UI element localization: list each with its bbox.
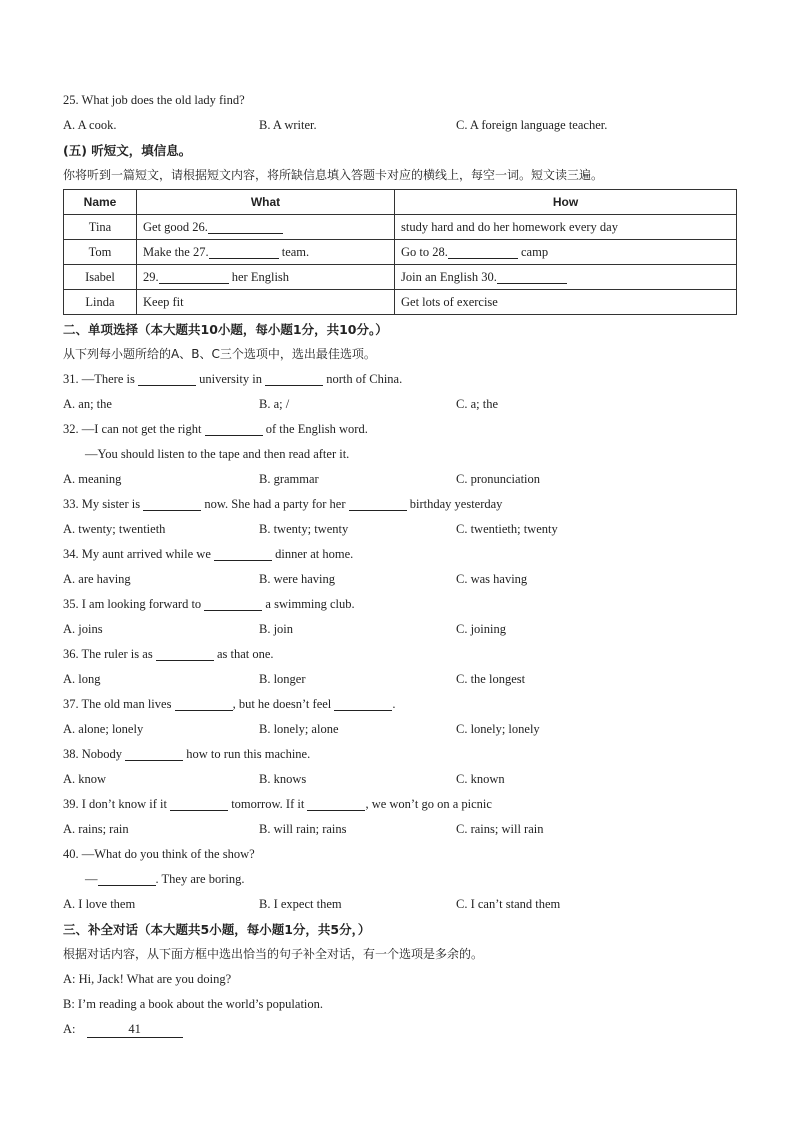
option-c[interactable]: C. I can’t stand them (456, 897, 561, 911)
option-a[interactable]: A. an; the (63, 397, 112, 411)
question-38-stem: 38. Nobody how to run this machine. (63, 747, 311, 761)
question-25-options (63, 113, 737, 138)
option-a[interactable]: A. A cook. (63, 118, 117, 132)
row-how: study hard and do her homework every day (395, 215, 737, 240)
section2-instruction: 从下列每小题所给的A、B、C三个选项中，选出最佳选项。 (63, 347, 376, 361)
blank-30[interactable] (497, 269, 567, 284)
question-40-options (63, 892, 737, 917)
option-c[interactable]: C. A foreign language teacher. (456, 118, 608, 132)
question-37-options (63, 717, 737, 742)
question-40-stem: 40. —What do you think of the show? (63, 847, 255, 861)
option-c[interactable]: C. lonely; lonely (456, 722, 540, 736)
question-32-reply: —You should listen to the tape and then read after it. (85, 447, 350, 461)
question-36-options (63, 667, 737, 692)
row-name: Isabel (64, 265, 137, 290)
blank[interactable] (349, 496, 407, 511)
row-how: Join an English 30. (395, 265, 737, 290)
option-b[interactable]: B. I expect them (259, 897, 342, 911)
option-a[interactable]: A. rains; rain (63, 822, 129, 836)
option-a[interactable]: A. joins (63, 622, 103, 636)
row-what: 29. her English (137, 265, 395, 290)
option-b[interactable]: B. a; / (259, 397, 290, 411)
option-c[interactable]: C. was having (456, 572, 528, 586)
blank[interactable] (138, 371, 196, 386)
question-36-stem: 36. The ruler is as as that one. (63, 647, 274, 661)
section3-heading: 三、补全对话（本大题共5小题，每小题1分，共5分，） (63, 922, 371, 937)
blank[interactable] (156, 646, 214, 661)
question-40-reply: — . They are boring. (85, 872, 245, 886)
question-32-stem: 32. —I can not get the right of the English word. (63, 422, 368, 436)
blank-41[interactable]: 41 (87, 1021, 183, 1038)
header-what: What (137, 190, 395, 215)
row-name: Linda (64, 290, 137, 315)
question-35-options (63, 617, 737, 642)
question-35-stem: 35. I am looking forward to a swimming club. (63, 597, 355, 611)
option-a[interactable]: A. I love them (63, 897, 136, 911)
question-31-options (63, 392, 737, 417)
blank-26[interactable] (208, 219, 283, 234)
question-38-options (63, 767, 737, 792)
row-what: Make the 27. team. (137, 240, 395, 265)
blank[interactable] (265, 371, 323, 386)
option-c[interactable]: C. a; the (456, 397, 499, 411)
header-how: How (395, 190, 737, 215)
blank[interactable] (204, 596, 262, 611)
option-b[interactable]: B. knows (259, 772, 307, 786)
dialogue-line: B: I’m reading a book about the world’s population. (63, 997, 324, 1011)
info-table (63, 189, 737, 315)
option-c[interactable]: C. pronunciation (456, 472, 541, 486)
blank[interactable] (205, 421, 263, 436)
row-name: Tina (64, 215, 137, 240)
question-33-stem: 33. My sister is now. She had a party for her birthday yesterday (63, 497, 503, 511)
row-name: Tom (64, 240, 137, 265)
question-33-options (63, 517, 737, 542)
question-34-options (63, 567, 737, 592)
blank[interactable] (98, 871, 156, 886)
table-row (64, 265, 737, 290)
blank[interactable] (170, 796, 228, 811)
header-name: Name (64, 190, 137, 215)
row-what: Keep fit (137, 290, 395, 315)
option-b[interactable]: B. will rain; rains (259, 822, 347, 836)
question-31-stem: 31. —There is university in north of China. (63, 372, 403, 386)
option-b[interactable]: B. were having (259, 572, 336, 586)
option-c[interactable]: C. rains; will rain (456, 822, 544, 836)
blank[interactable] (334, 696, 392, 711)
row-what: Get good 26. (137, 215, 395, 240)
row-how: Get lots of exercise (395, 290, 737, 315)
table-row (64, 240, 737, 265)
blank[interactable] (143, 496, 201, 511)
option-a[interactable]: A. know (63, 772, 107, 786)
option-b[interactable]: B. longer (259, 672, 306, 686)
blank[interactable] (125, 746, 183, 761)
dialogue-line: A: Hi, Jack! What are you doing? (63, 972, 232, 986)
option-c[interactable]: C. joining (456, 622, 507, 636)
option-b[interactable]: B. twenty; twenty (259, 522, 349, 536)
section3-instruction: 根据对话内容，从下面方框中选出恰当的句子补全对话，有一个选项是多余的。 (63, 947, 484, 961)
table-row (64, 215, 737, 240)
table-header-row (64, 190, 737, 215)
option-a[interactable]: A. alone; lonely (63, 722, 144, 736)
option-a[interactable]: A. meaning (63, 472, 122, 486)
dialogue-line-41: A: 41 (63, 1017, 737, 1042)
question-34-stem: 34. My aunt arrived while we dinner at home. (63, 547, 354, 561)
part5-heading: (五) 听短文，填信息。 (63, 143, 192, 158)
blank[interactable] (307, 796, 365, 811)
question-25-stem: 25. What job does the old lady find? (63, 93, 245, 107)
blank[interactable] (214, 546, 272, 561)
option-c[interactable]: C. the longest (456, 672, 526, 686)
blank-28[interactable] (448, 244, 518, 259)
question-37-stem: 37. The old man lives , but he doesn’t feel . (63, 697, 396, 711)
option-b[interactable]: B. lonely; alone (259, 722, 339, 736)
part5-instruction: 你将听到一篇短文，请根据短文内容，将所缺信息填入答题卡对应的横线上，每空一词。短文读三遍。 (63, 168, 604, 182)
option-c[interactable]: C. twentieth; twenty (456, 522, 558, 536)
option-b[interactable]: B. join (259, 622, 294, 636)
section2-heading: 二、单项选择（本大题共10小题，每小题1分，共10分。） (63, 322, 388, 337)
question-32-options (63, 467, 737, 492)
option-a[interactable]: A. long (63, 672, 101, 686)
row-how: Go to 28. camp (395, 240, 737, 265)
question-39-stem: 39. I don’t know if it tomorrow. If it , we won’t go on a picnic (63, 797, 492, 811)
table-row (64, 290, 737, 315)
blank-27[interactable] (209, 244, 279, 259)
exam-page (63, 88, 737, 1042)
question-39-options (63, 817, 737, 842)
blank-29[interactable] (159, 269, 229, 284)
blank[interactable] (175, 696, 233, 711)
option-a[interactable]: A. are having (63, 572, 131, 586)
option-b[interactable]: B. A writer. (259, 118, 317, 132)
option-b[interactable]: B. grammar (259, 472, 319, 486)
option-a[interactable]: A. twenty; twentieth (63, 522, 166, 536)
option-c[interactable]: C. known (456, 772, 505, 786)
